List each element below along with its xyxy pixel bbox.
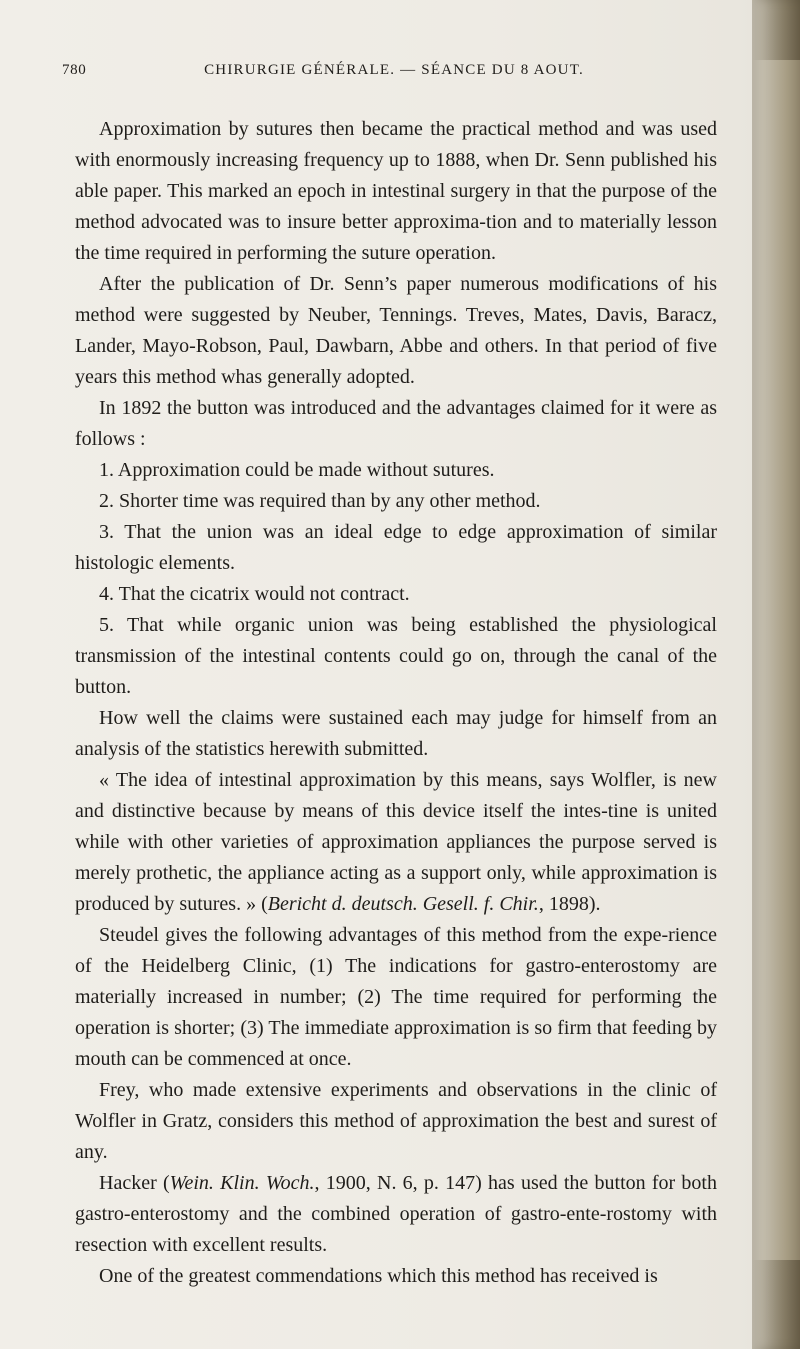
list-item: 4. That the cicatrix would not contract. [99,583,410,605]
paragraph: In 1892 the button was introduced and the advantages claimed for it were as follows : [75,397,717,450]
list-item: 3. That the union was an ideal edge to edge approximation of similar histologic elements. [75,521,717,574]
page-edge-dark-bottom [752,1260,800,1349]
paragraph: How well the claims were sustained each may judge for himself from an analysis of the statistics herewith submitted. [75,707,717,760]
paragraph: Frey, who made extensive experiments and observations in the clinic of Wolfler in Gratz, considers this method of approximation the best and surest of any. [75,1079,717,1163]
body-text [75,114,717,1292]
list-item: 5. That while organic union was being established the physiological transmission of the intestinal contents could go on, through the canal of the button. [75,614,717,698]
paragraph: Hacker (Wein. Klin. Woch., 1900, N. 6, p. 147) has used the button for both gastro-enterostomy and the combined operation of gastro-ente-rostomy with resection with excellent results. [75,1172,717,1256]
citation: Wein. Klin. Woch. [169,1172,315,1194]
page-edge-shadow [752,0,800,1349]
page-edge-dark-top [752,0,800,60]
list-item: 2. Shorter time was required than by any other method. [99,490,541,512]
paragraph: Steudel gives the following advantages of this method from the expe-rience of the Heidelberg Clinic, (1) The indications for gastro-enterostomy are materially increased in number; (2) The time required for performing the operation is shorter; (3) The immediate approximation is so firm that feeding by mouth can be commenced at once. [75,924,717,1070]
running-title: CHIRURGIE GÉNÉRALE. — SÉANCE DU 8 AOUT. [204,62,584,78]
paragraph: After the publication of Dr. Senn’s paper numerous modifications of his method were suggested by Neuber, Tennings. Treves, Mates, Davis, Baracz, Lander, Mayo-Robson, Paul, Dawbarn, Abbe and others. In that period of five years this method whas generally adopted. [75,273,717,388]
page-number: 780 [62,62,87,78]
running-header [62,62,692,86]
quotation-paragraph: « The idea of intestinal approximation by this means, says Wolfler, is new and distinctive because by means of this device itself the intes-tine is united while with other varieties of approximation appliances the purpose served is merely prothetic, the appliance acting as a support only, while approximation is produced by sutures. » (Bericht d. deutsch. Gesell. f. Chir., 1898). [75,769,717,915]
citation: Bericht d. deutsch. Gesell. f. Chir. [267,893,539,915]
paragraph: One of the greatest commendations which this method has received is [99,1265,658,1287]
paragraph: Approximation by sutures then became the practical method and was used with enormously increasing frequency up to 1888, when Dr. Senn published his able paper. This marked an epoch in intestinal surgery in that the purpose of the method advocated was to insure better approxima-tion and to materially lesson the time required in performing the suture operation. [75,118,717,264]
list-item: 1. Approximation could be made without sutures. [99,459,495,481]
